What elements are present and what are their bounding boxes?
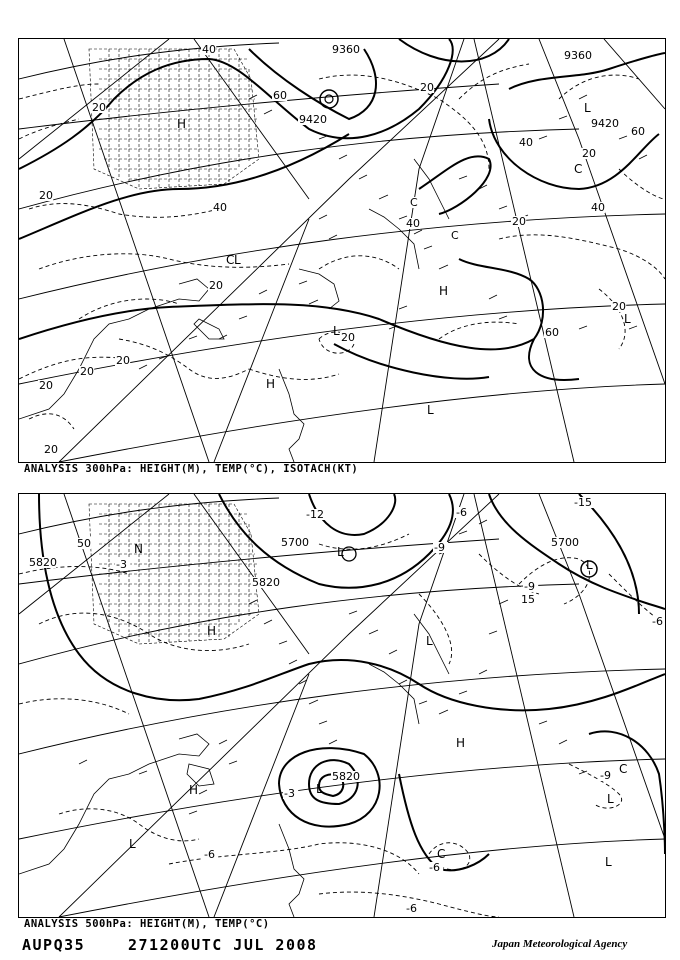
contour-label: 20 — [209, 279, 223, 292]
contour-label: C — [410, 196, 418, 209]
contour-label: 20 — [44, 443, 58, 456]
pressure-center-marker: L — [316, 782, 323, 796]
contour-label: 20 — [92, 101, 106, 114]
contour-label: 20 — [512, 215, 526, 228]
contour-label: 9420 — [299, 113, 327, 126]
pressure-center-marker: L — [586, 558, 593, 572]
pressure-center-marker: L — [333, 324, 340, 338]
contour-label: -6 — [652, 615, 663, 628]
contour-label: 15 — [521, 593, 535, 606]
contour-label: 9360 — [564, 49, 592, 62]
contour-label: -6 — [429, 861, 440, 874]
contour-label: 20 — [116, 354, 130, 367]
pressure-center-marker: L — [426, 634, 433, 648]
pressure-center-marker: H — [266, 377, 276, 391]
map-panel-300hpa — [18, 38, 666, 463]
contour-label: -12 — [306, 508, 324, 521]
pressure-center-marker: L — [337, 545, 344, 559]
pressure-center-marker: H — [207, 624, 217, 638]
pressure-center-marker: C — [574, 162, 583, 176]
contour-label: 5820 — [252, 576, 280, 589]
contour-label: -3 — [116, 558, 127, 571]
contour-label: 60 — [273, 89, 287, 102]
contour-label: 40 — [591, 201, 605, 214]
contour-label: C — [451, 229, 459, 242]
map-500hpa-drawing — [19, 494, 665, 917]
contour-label: -6 — [204, 848, 215, 861]
pressure-center-marker: C — [619, 762, 628, 776]
pressure-center-marker: L — [129, 837, 136, 851]
map-300hpa-drawing — [19, 39, 665, 462]
contour-label: 20 — [612, 300, 626, 313]
pressure-center-marker: H — [439, 284, 449, 298]
contour-label: -9 — [600, 769, 611, 782]
pressure-center-marker: L — [584, 101, 591, 115]
chart-code: AUPQ35 — [22, 936, 86, 954]
contour-label: 9360 — [332, 43, 360, 56]
pressure-center-marker: L — [607, 792, 614, 806]
contour-label: -3 — [284, 787, 295, 800]
pressure-center-marker: L — [234, 253, 241, 267]
contour-label: 20 — [341, 331, 355, 344]
panel-300-caption: ANALYSIS 300hPa: HEIGHT(M), TEMP(°C), ISOTACH(KT) — [24, 463, 359, 475]
contour-label: 60 — [631, 125, 645, 138]
contour-label: -9 — [524, 580, 535, 593]
pressure-center-marker: L — [624, 312, 631, 326]
contour-label: 5700 — [281, 536, 309, 549]
contour-label: 5820 — [29, 556, 57, 569]
pressure-center-marker: L — [427, 403, 434, 417]
contour-label: 50 — [77, 537, 91, 550]
contour-label: -6 — [406, 902, 417, 915]
panel-500-caption: ANALYSIS 500hPa: HEIGHT(M), TEMP(°C) — [24, 918, 270, 930]
contour-label: 20 — [420, 81, 434, 94]
contour-label: -9 — [434, 541, 445, 554]
contour-label: 40 — [213, 201, 227, 214]
contour-label: 20 — [582, 147, 596, 160]
map-panel-500hpa — [18, 493, 666, 918]
analysis-time: 271200UTC JUL 2008 — [128, 936, 318, 954]
contour-label: -6 — [456, 506, 467, 519]
pressure-center-marker: H — [177, 117, 187, 131]
contour-label: 40 — [519, 136, 533, 149]
pressure-center-marker: L — [605, 855, 612, 869]
contour-label: 5820 — [332, 770, 360, 783]
contour-label: 5700 — [551, 536, 579, 549]
pressure-center-marker: H — [189, 783, 199, 797]
pressure-center-marker: N — [134, 542, 143, 556]
pressure-center-marker: H — [456, 736, 466, 750]
contour-label: 9420 — [591, 117, 619, 130]
contour-label: 20 — [39, 189, 53, 202]
contour-label: 60 — [545, 326, 559, 339]
pressure-center-marker: C — [226, 253, 235, 267]
contour-label: 20 — [80, 365, 94, 378]
contour-label: 40 — [406, 217, 420, 230]
pressure-center-marker: C — [437, 847, 446, 861]
agency-name: Japan Meteorological Agency — [492, 938, 628, 950]
contour-label: 20 — [39, 379, 53, 392]
contour-label: 40 — [202, 43, 216, 56]
contour-label: -15 — [574, 496, 592, 509]
